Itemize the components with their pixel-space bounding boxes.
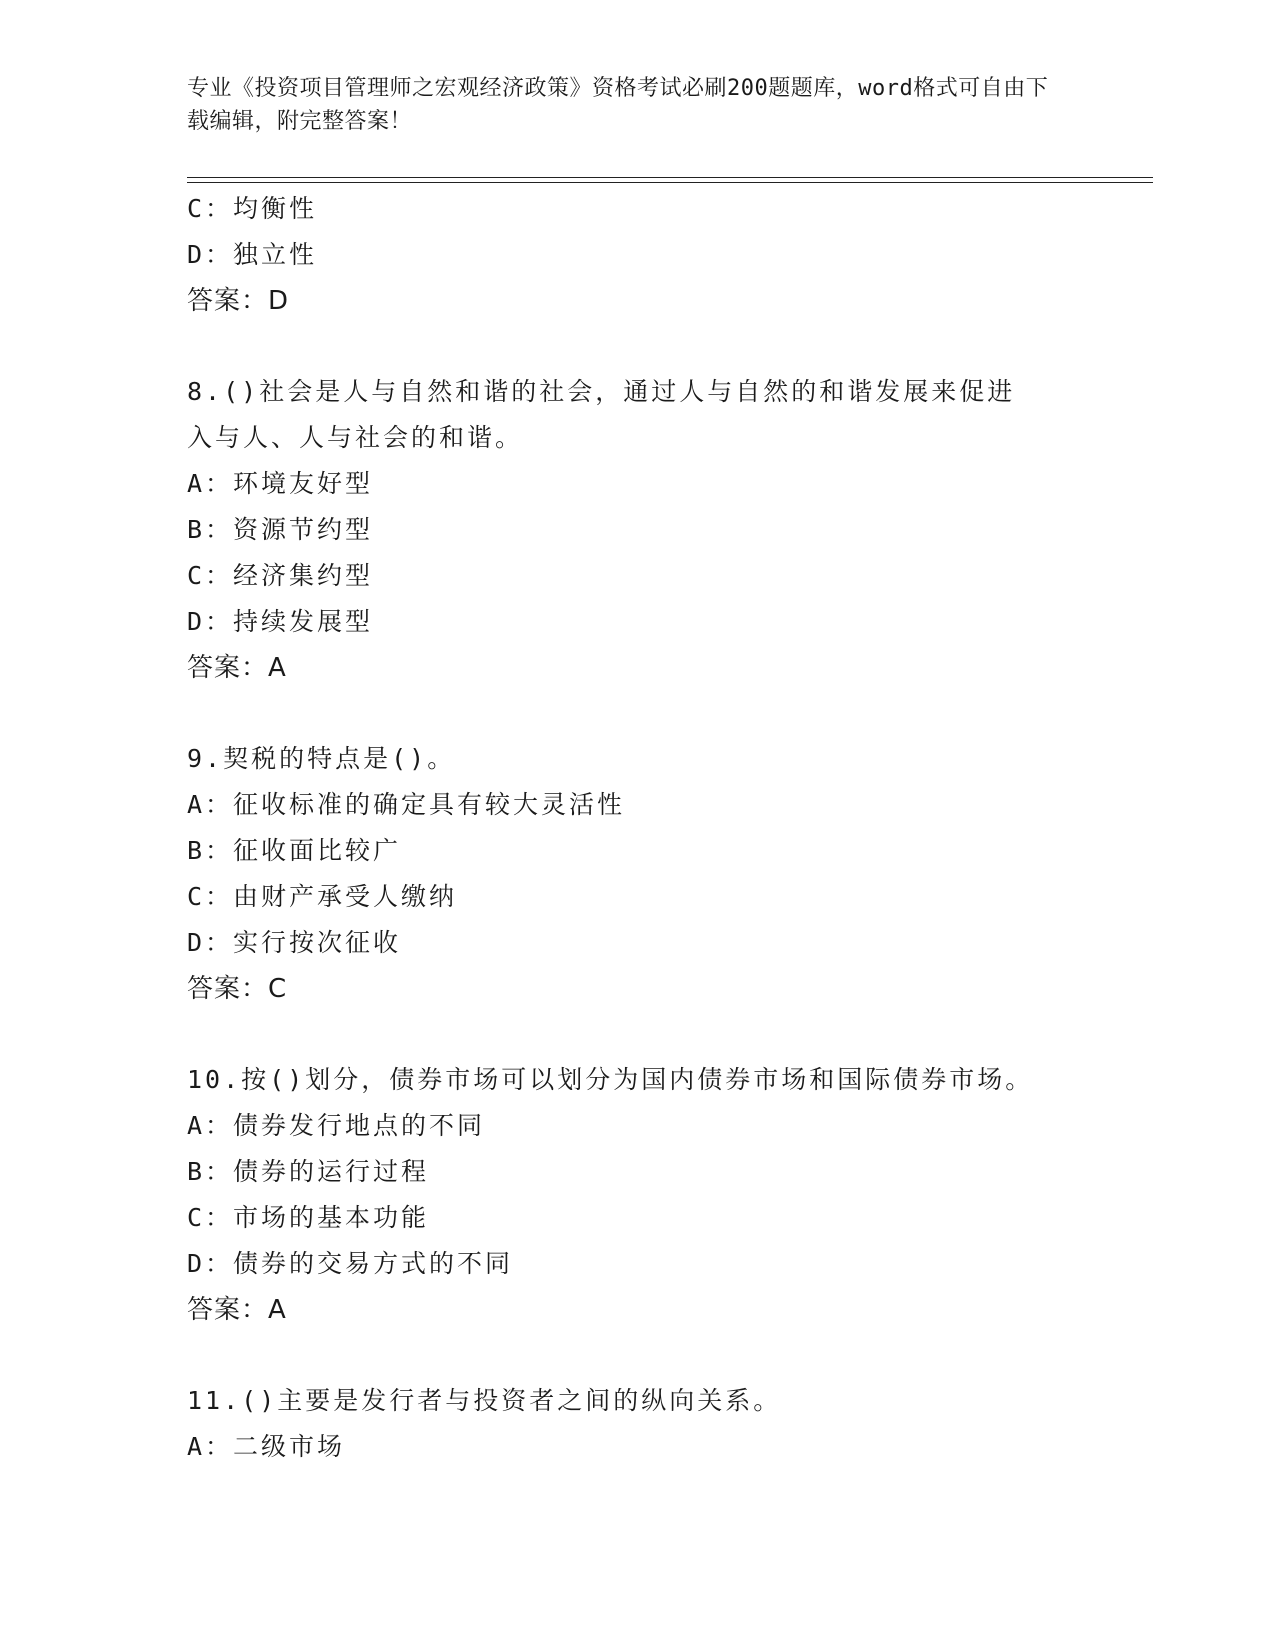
- option-c: C：经济集约型: [187, 561, 374, 590]
- document-header: [187, 72, 1067, 138]
- question-list: [187, 186, 1087, 1470]
- option-d: D：债券的交易方式的不同: [187, 1249, 514, 1278]
- option-d: D：持续发展型: [187, 607, 374, 636]
- question-10: [187, 1057, 1087, 1333]
- option-c: C：由财产承受人缴纳: [187, 882, 458, 911]
- header-rule-top: [187, 177, 1153, 178]
- answer: 答案：A: [187, 1295, 287, 1325]
- spacer: [187, 1012, 1087, 1057]
- spacer: [187, 691, 1087, 736]
- answer: 答案：D: [187, 286, 290, 316]
- question-8: [187, 369, 1087, 691]
- option-b: B：资源节约型: [187, 515, 374, 544]
- option-d: D：实行按次征收: [187, 928, 402, 957]
- question-text: 11.()主要是发行者与投资者之间的纵向关系。: [187, 1386, 782, 1415]
- option-a: A：债券发行地点的不同: [187, 1111, 486, 1140]
- option-b: B：征收面比较广: [187, 836, 402, 865]
- question-text: 10.按()划分，债券市场可以划分为国内债券市场和国际债券市场。: [187, 1065, 1034, 1094]
- option-c: C：均衡性: [187, 194, 318, 223]
- option-d: D：独立性: [187, 240, 318, 269]
- question-text: 9.契税的特点是()。: [187, 744, 456, 773]
- header-rule-bottom: [187, 182, 1153, 183]
- option-a: A：征收标准的确定具有较大灵活性: [187, 790, 626, 819]
- question-9: [187, 736, 1087, 1012]
- question-11: [187, 1378, 1087, 1470]
- document-title: 专业《投资项目管理师之宏观经济政策》资格考试必刷200题题库，word格式可自由下载编辑，附完整答案！: [187, 76, 1049, 134]
- answer: 答案：C: [187, 974, 288, 1004]
- option-c: C：市场的基本功能: [187, 1203, 430, 1232]
- answer: 答案：A: [187, 653, 287, 683]
- spacer: [187, 1333, 1087, 1378]
- option-a: A：二级市场: [187, 1432, 346, 1461]
- spacer: [187, 324, 1087, 369]
- option-a: A：环境友好型: [187, 469, 374, 498]
- question-text: 8.()社会是人与自然和谐的社会，通过人与自然的和谐发展来促进入与人、人与社会的和谐。: [187, 377, 1016, 452]
- question-partial: [187, 186, 1087, 324]
- option-b: B：债券的运行过程: [187, 1157, 430, 1186]
